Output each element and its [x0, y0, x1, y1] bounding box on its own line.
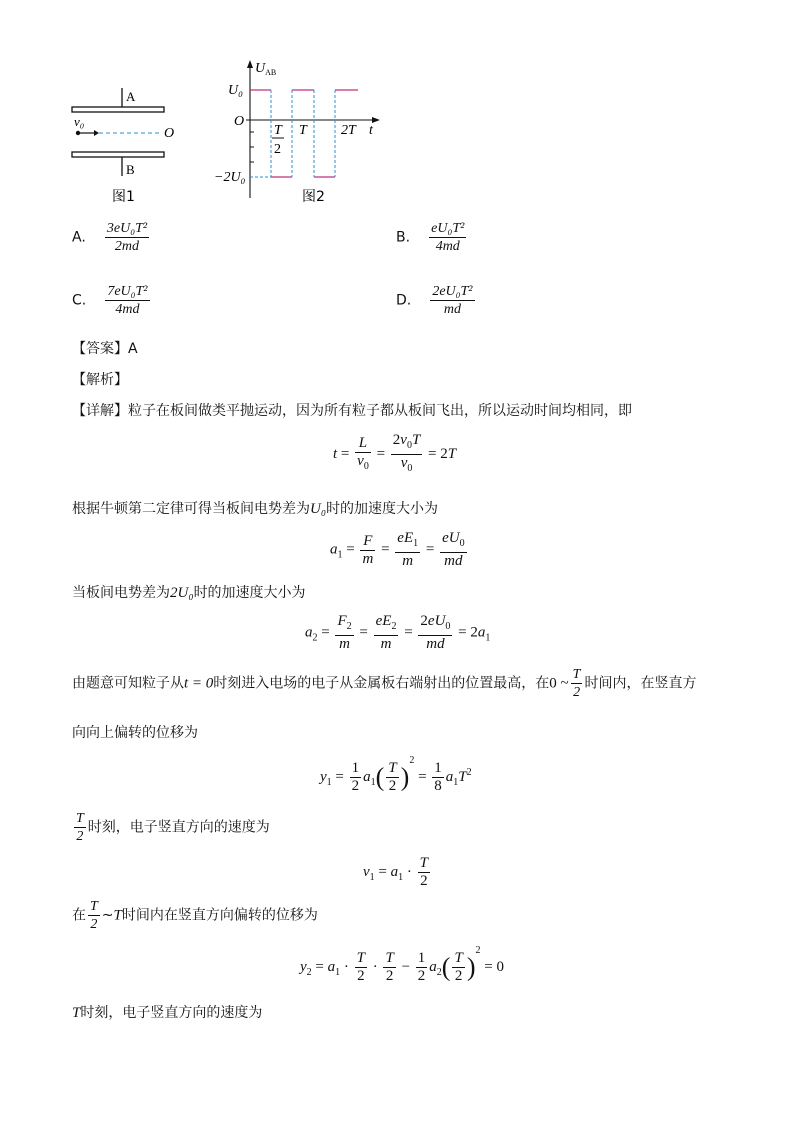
equation-y1: $y_1$ = $\frac{1}{2}$ $a_1$( $\frac{T}{2}$ )$^2$ = $\frac{1}{8}$ $a_1T^2$: [320, 755, 472, 795]
option-a[interactable]: [72, 220, 151, 255]
waveform-transitions: [250, 90, 335, 177]
plate-a-label: A: [126, 89, 136, 104]
figure-1: [60, 80, 190, 205]
option-a-fraction: $\frac{\text{3eU₀T²}}{2md}$: [106, 221, 148, 254]
x-axis-arrow: [372, 117, 380, 123]
svg-text:T: T: [274, 123, 282, 138]
detail-line-6: $\frac{T}{2}$ 时刻，电子竖直方向的速度为: [76, 811, 270, 844]
answer-line: [72, 340, 138, 358]
figure-2-caption: 图2: [302, 189, 325, 205]
option-b-label: B.: [396, 229, 411, 246]
neg-2u0-tick-label: −2U₀: [214, 170, 246, 185]
velocity-arrow-head: [94, 130, 99, 136]
y-axis-label: $U_{AB}$: [255, 61, 277, 77]
figure-1-caption: 图1: [112, 189, 135, 205]
equation-time: t = $\frac{L}{v_0}$ = $\frac{2v_0T}{v_0}$ = 2T: [333, 432, 457, 474]
2t-tick-label: 2T: [341, 123, 356, 138]
equation-v1: $v_1 = a_1$ · $\frac{T}{2}$: [363, 855, 428, 889]
option-a-label: A.: [72, 229, 86, 246]
t-half-tick-label: [272, 123, 284, 157]
origin-label: O: [234, 114, 245, 129]
velocity-label: v₀: [74, 114, 85, 129]
option-c-label: C.: [72, 292, 87, 309]
equation-a2: $a_2$ = $\frac{F_2}{m}$ = $\frac{eE_2}{m}$ = $\frac{2eU_0}{md}$ = $2a_1$: [305, 613, 491, 652]
option-b[interactable]: [396, 220, 468, 255]
u0-tick-label: U₀: [228, 83, 243, 98]
plate-b-label: B: [126, 162, 135, 177]
detail-line-5: 向向上偏转的位移为: [72, 725, 198, 741]
svg-text:2: 2: [274, 142, 281, 157]
t-tick-label: T: [299, 123, 307, 138]
option-b-fraction: $\frac{\text{eU₀T²}}{4md}$: [431, 221, 465, 254]
y-axis-arrow: [247, 60, 253, 68]
answer-tag: 【答案】: [72, 341, 128, 357]
detail-line-8: T时刻，电子竖直方向的速度为: [72, 1005, 263, 1021]
equation-y2: $y_2 = a_1$ · $\frac{T}{2}$ · $\frac{T}{2}$ − $\frac{1}{2}$ $a_2$( $\frac{T}{2}$ )$^2$ = 0: [300, 945, 504, 985]
option-c[interactable]: [72, 283, 152, 318]
detail-line-1: 【详解】粒子在板间做类平抛运动，因为所有粒子都从板间飞出，所以运动时间均相同，即: [72, 403, 632, 419]
plate-b: [72, 152, 164, 157]
point-o-label: O: [164, 126, 175, 141]
figure-2: [210, 58, 390, 208]
detail-tag: 【详解】: [72, 403, 128, 419]
detail-line-3: 当板间电势差为2U₀时的加速度大小为: [72, 585, 306, 601]
detail-line-2: 根据牛顿第二定律可得当板间电势差为U₀时的加速度大小为: [72, 501, 439, 517]
plate-a: [72, 107, 164, 112]
x-axis-label: t: [369, 123, 373, 138]
answer-value: A: [128, 341, 138, 357]
analysis-tag: 【解析】: [72, 372, 128, 388]
detail-line-7: 在 $\frac{T}{2}$ ~T时间内在竖直方向偏转的位移为: [72, 899, 318, 932]
option-c-fraction: $\frac{\text{7eU₀T²}}{4md}$: [107, 284, 148, 317]
option-d-fraction: $\frac{\text{2eU₀T²}}{md}$: [432, 284, 473, 317]
option-d[interactable]: [396, 283, 477, 318]
option-d-label: D.: [396, 292, 412, 309]
equation-a1: $a_1$ = $\frac{F}{m}$ = $\frac{eE_1}{m}$ = $\frac{eU_0}{md}$: [330, 530, 465, 569]
detail-line-4: 由题意可知粒子从t = 0时刻进入电场的电子从金属板右端射出的位置最高，在0 ~ $\frac{T}{2}$ 时间内，在竖直方: [72, 667, 697, 700]
